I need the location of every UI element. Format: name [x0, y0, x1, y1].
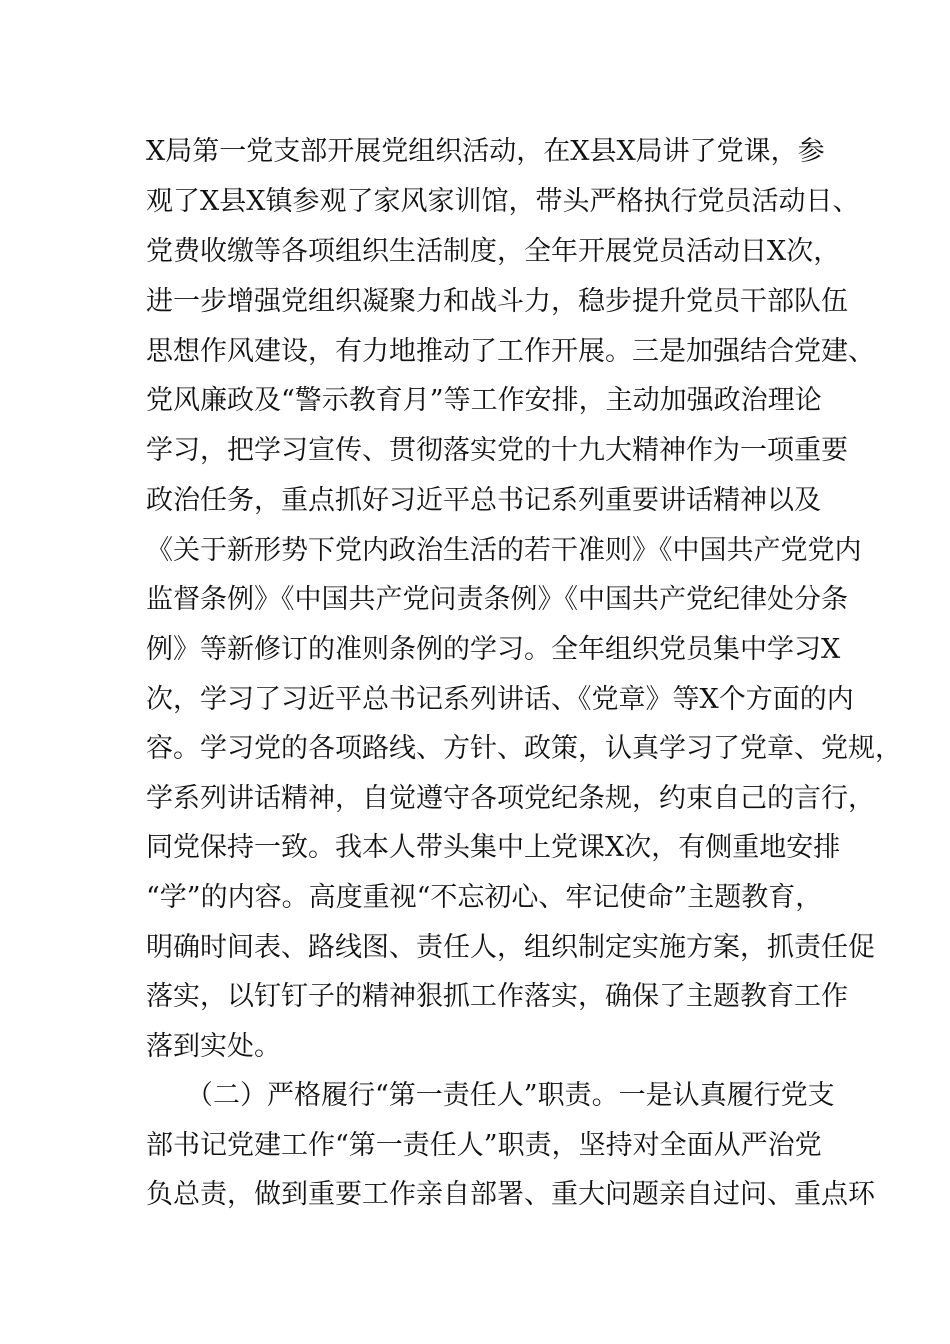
text-line: 负总责，做到重要工作亲自部署、重大问题亲自过问、重点环	[146, 1179, 875, 1210]
text-line: 例》等新修订的准则条例的学习。全年组织党员集中学习X	[146, 634, 841, 665]
text-line: 学习，把学习宣传、贯彻落实党的十九大精神作为一项重要	[146, 435, 848, 466]
text-line: 政治任务，重点抓好习近平总书记系列重要讲话精神以及	[146, 485, 821, 516]
text-line: 《关于新形势下党内政治生活的若干准则》《中国共产党党内	[146, 535, 862, 566]
section-heading-line: （二）严格履行“第一责任人”职责。一是认真履行党支	[186, 1080, 835, 1111]
text-line: 进一步增强党组织凝聚力和战斗力，稳步提升党员干部队伍	[146, 286, 848, 317]
text-line: X局第一党支部开展党组织活动，在X县X局讲了党课，参	[146, 136, 825, 167]
text-line: 党费收缴等各项组织生活制度，全年开展党员活动日X次，	[146, 236, 841, 267]
text-line: 党风廉政及“警示教育月”等工作安排，主动加强政治理论	[146, 385, 822, 416]
text-line: 同党保持一致。我本人带头集中上党课X次，有侧重地安排	[146, 832, 841, 863]
text-line: 容。学习党的各项路线、方针、政策，认真学习了党章、党规，	[146, 733, 902, 764]
text-line: 次，学习了习近平总书记系列讲话、《党章》等X个方面的内	[146, 684, 854, 715]
text-line: 明确时间表、路线图、责任人，组织制定实施方案，抓责任促	[146, 932, 875, 963]
text-line: 思想作风建设，有力地推动了工作开展。三是加强结合党建、	[146, 336, 875, 367]
text-line: 观了X县X镇参观了家风家训馆，带头严格执行党员活动日、	[146, 186, 860, 217]
text-line: “学”的内容。高度重视“不忘初心、牢记使命”主题教育，	[146, 882, 823, 913]
text-line: 监督条例》《中国共产党问责条例》《中国共产党纪律处分条	[146, 584, 848, 615]
text-line: 落到实处。	[146, 1031, 281, 1062]
text-line: 学系列讲话精神，自觉遵守各项党纪条规，约束自己的言行，	[146, 783, 875, 814]
text-line: 落实，以钉钉子的精神狠抓工作落实，确保了主题教育工作	[146, 981, 848, 1012]
text-line: 部书记党建工作“第一责任人”职责，坚持对全面从严治党	[146, 1130, 822, 1161]
